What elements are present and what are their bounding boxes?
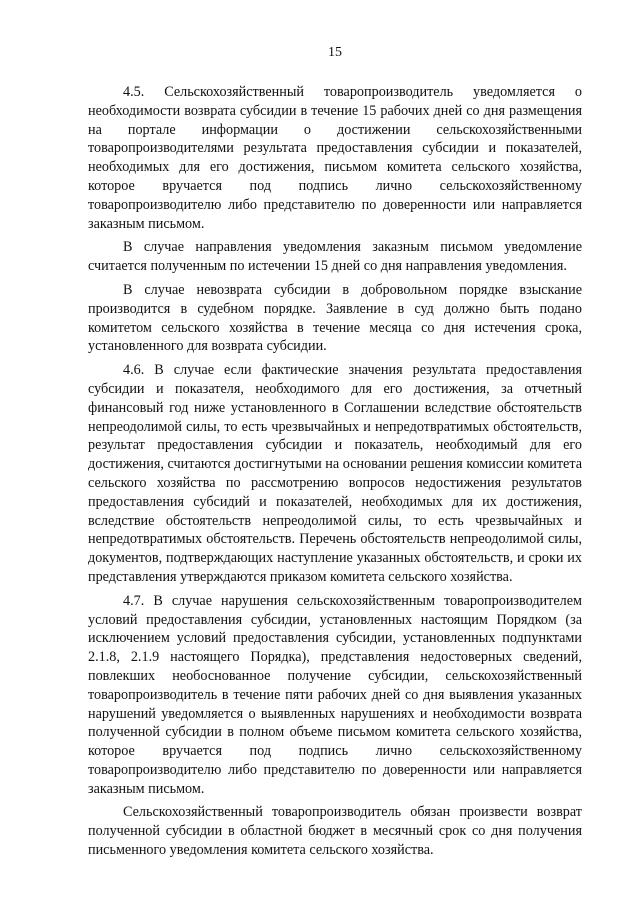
paragraph-4-7: 4.7. В случае нарушения сельскохозяйственным товаропроизводителем условий предоставления субсидии, установленных настоящим Порядком (за исключением условий предоставления субсидии, установленных подпунктами 2.1.8, 2.1.9 настоящего Порядка), представления недостоверных сведений, повлекших необоснованное получение субсидии, сельскохозяйственный товаропроизводитель в течение пяти рабочих дней со дня выявления указанных нарушений уведомляется о выявленных нарушениях и необходимости возврата полученной субсидии в полном объеме письмом комитета сельского хозяйства, которое вручается под подпись лично сельскохозяйственному товаропроизводителю либо представителю по доверенности или направляется заказным письмом. bbox=[88, 592, 582, 797]
paragraph-court-recovery: В случае невозврата субсидии в добровольном порядке взыскание производится в судебном порядке. Заявление в суд должно быть подано комитетом сельского хозяйства в течение месяца со дня истечения срока, установленного для возврата субсидии. bbox=[88, 281, 582, 355]
page-number: 15 bbox=[328, 45, 342, 60]
paragraph-4-6: 4.6. В случае если фактические значения результата предоставления субсидии и показателя, необходимого для его достижения, за отчетный финансовый год ниже установленного в Соглашении вследствие обстоятельств непреодолимой силы, то есть чрезвычайных и непредотвратимых обстоятельств, результат предоставления субсидии и показатель, необходимый для его достижения, считаются достигнутыми на основании решения комиссии комитета сельского хозяйства по рассмотрению вопросов недостижения результатов предоставления субсидий и показателей, необходимых для их достижения, вследствие обстоятельств непреодолимой силы, то есть чрезвычайных и непредотвратимых обстоятельств. Перечень обстоятельств непреодолимой силы, документов, подтверждающих наступление указанных обстоятельств, и сроки их представления утверждаются приказом комитета сельского хозяйства. bbox=[88, 362, 582, 585]
paragraph-return-obligation: Сельскохозяйственный товаропроизводитель обязан произвести возврат полученной субсидии в областной бюджет в месячный срок со дня получения письменного уведомления комитета сельского хозяйства. bbox=[88, 804, 582, 859]
paragraph-registered-letter: В случае направления уведомления заказным письмом уведомление считается полученным по истечении 15 дней со дня направления уведомления. bbox=[88, 239, 582, 275]
paragraph-4-5: 4.5. Сельскохозяйственный товаропроизводитель уведомляется о необходимости возврата субсидии в течение 15 рабочих дней со дня размещения на портале информации о достижении сельскохозяйственными товаропроизводителями результата предоставления субсидии и показателей, необходимых для его достижения, письмом комитета сельского хозяйства, которое вручается под подпись лично сельскохозяйственному товаропроизводителю либо представителю по доверенности или направляется заказным письмом. bbox=[88, 84, 582, 232]
